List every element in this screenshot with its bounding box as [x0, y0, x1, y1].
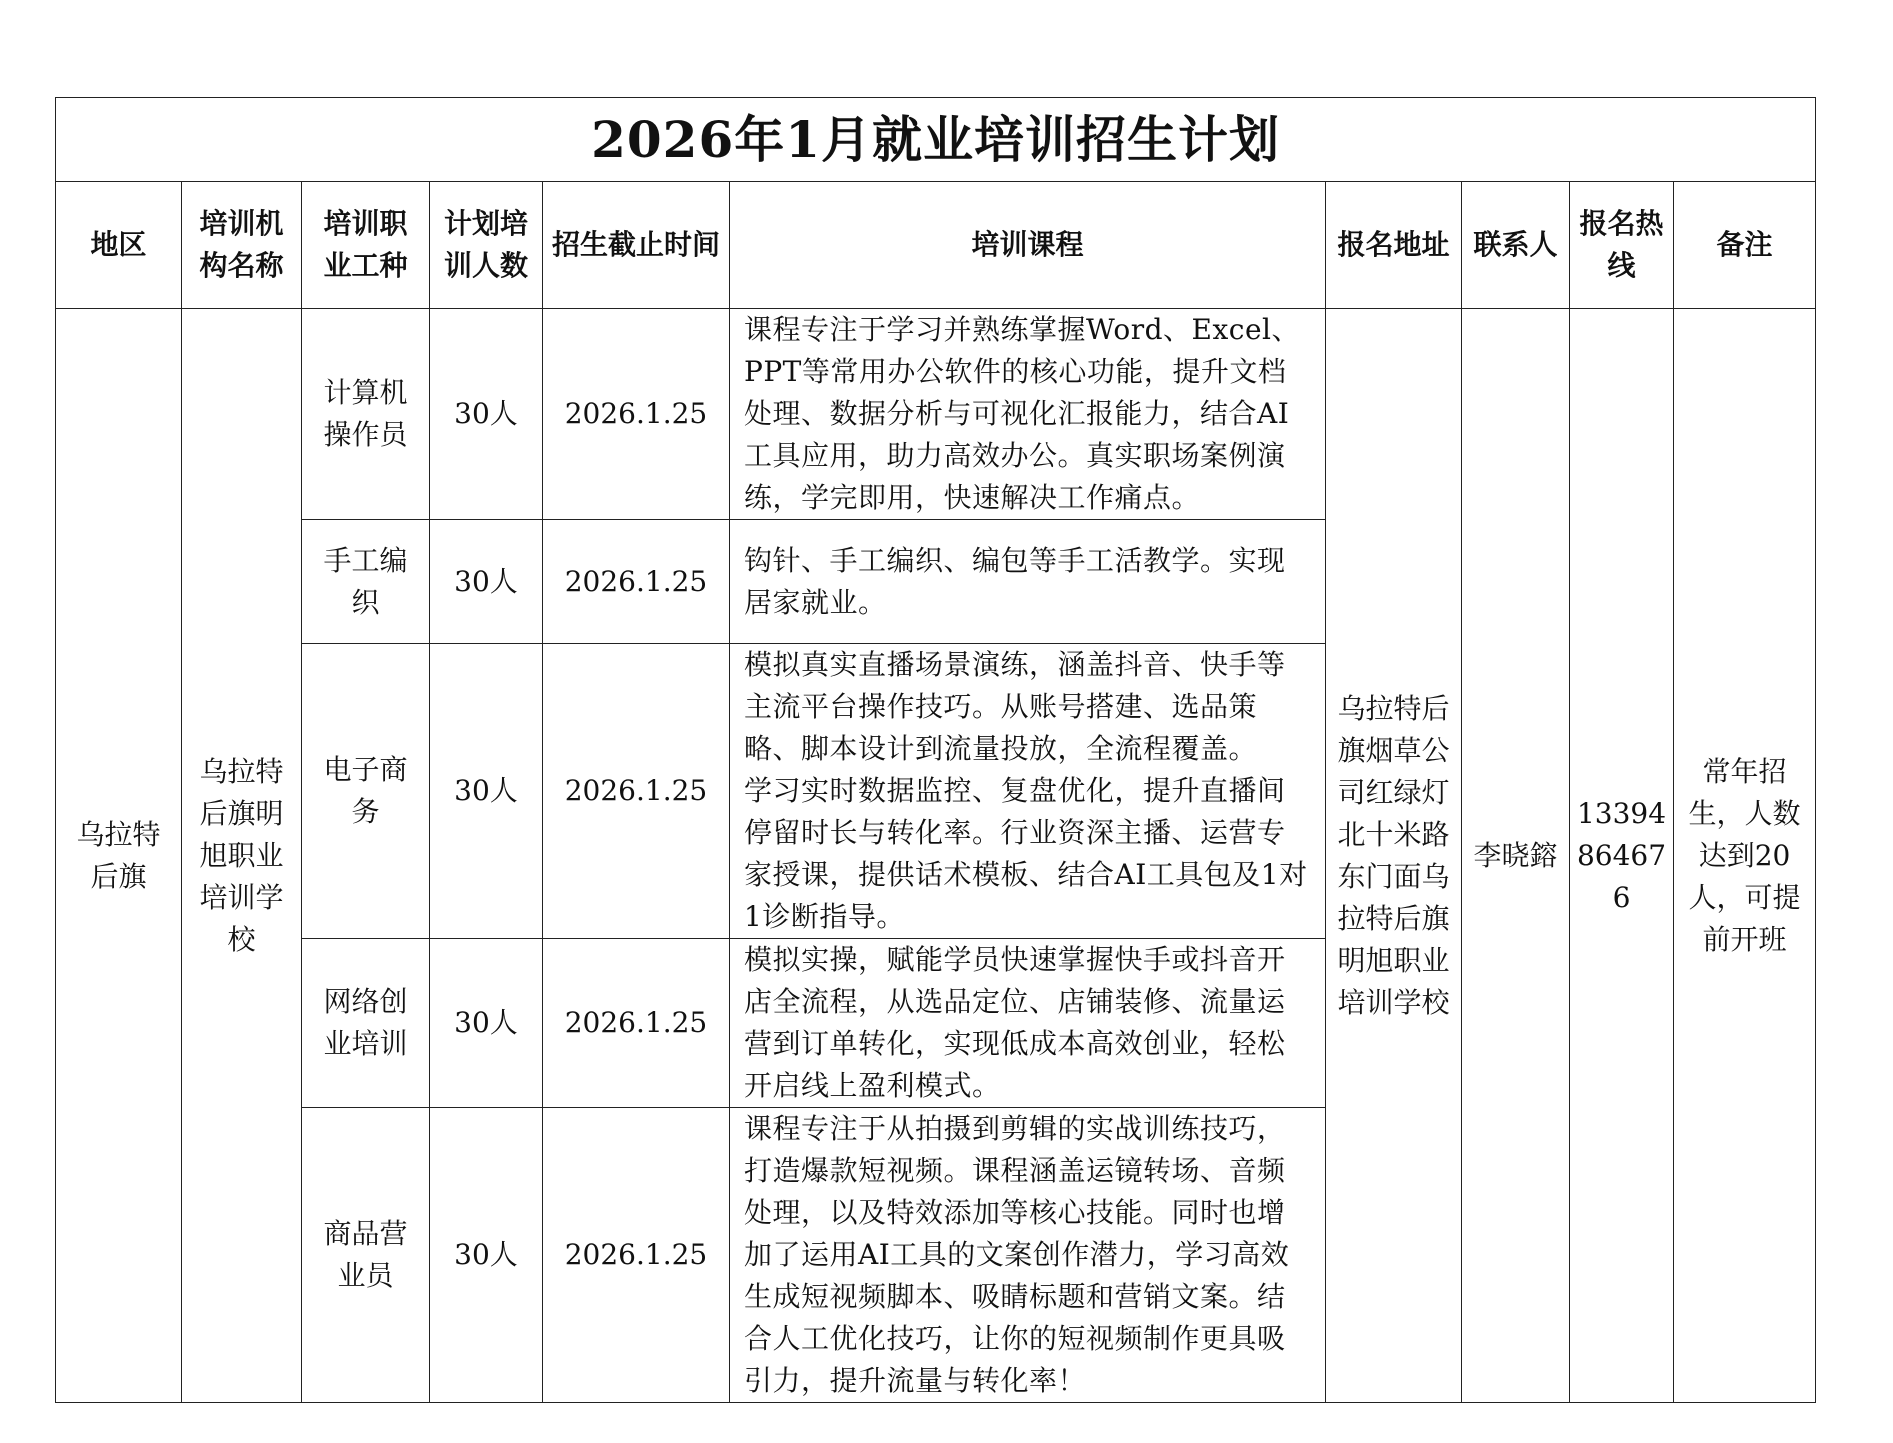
- region-cell: 乌拉特后旗: [56, 309, 182, 1403]
- course-paragraph: 模拟真实直播场景演练，涵盖抖音、快手等主流平台操作技巧。从账号搭建、选品策略、脚本设计到流量投放，全流程覆盖。: [744, 648, 1286, 765]
- occupation-cell: 网络创业培训: [302, 939, 430, 1108]
- planned-count-cell: 30人: [430, 939, 543, 1108]
- course-paragraph-continued: 学习实时数据监控、复盘优化，提升直播间停留时长与转化率。行业资深主播、运营专家授课，提供话术模板、结合AI工具包及1对1诊断指导。: [744, 774, 1308, 933]
- header-deadline: 招生截止时间: [543, 182, 730, 309]
- header-address: 报名地址: [1326, 182, 1462, 309]
- hotline-cell: 133948646​76: [1570, 309, 1674, 1403]
- planned-count-cell: 30人: [430, 309, 543, 520]
- planned-count-cell: 30人: [430, 520, 543, 644]
- course-cell: 钩针、手工编织、编包等手工活教学。实现居家就业。: [730, 520, 1326, 644]
- header-planned-count: 计划培训人数: [430, 182, 543, 309]
- header-occupation: 培训职业工种: [302, 182, 430, 309]
- header-institution: 培训机构名称: [182, 182, 302, 309]
- header-course: 培训课程: [730, 182, 1326, 309]
- occupation-cell: 商品营业员: [302, 1108, 430, 1403]
- contact-cell: 李晓鎔: [1462, 309, 1570, 1403]
- deadline-cell: 2026.1.25: [543, 939, 730, 1108]
- deadline-cell: 2026.1.25: [543, 1108, 730, 1403]
- remarks-cell: 常年招生，人数达到20人，可提前开班: [1674, 309, 1816, 1403]
- deadline-cell: 2026.1.25: [543, 309, 730, 520]
- planned-count-cell: 30人: [430, 644, 543, 939]
- table-header-row: [56, 182, 1816, 309]
- occupation-cell: 电子商务: [302, 644, 430, 939]
- occupation-cell: 手工编织: [302, 520, 430, 644]
- header-hotline: 报名热线: [1570, 182, 1674, 309]
- course-cell: [730, 644, 1326, 939]
- deadline-cell: 2026.1.25: [543, 644, 730, 939]
- recruitment-plan-table: [55, 97, 1816, 1403]
- deadline-cell: 2026.1.25: [543, 520, 730, 644]
- course-cell: 课程专注于学习并熟练掌握Word、Excel、PPT等常用办公软件的核心功能，提升文档处理、数据分析与可视化汇报能力，结合AI工具应用，助力高效办公。真实职场案例演练，学完即用，快速解决工作痛点。: [730, 309, 1326, 520]
- planned-count-cell: 30人: [430, 1108, 543, 1403]
- page-title: 2026年1月就业培训招生计划: [56, 98, 1816, 182]
- header-remarks: 备注: [1674, 182, 1816, 309]
- table-row: [56, 309, 1816, 520]
- occupation-cell: 计算机操作员: [302, 309, 430, 520]
- course-cell: 模拟实操，赋能学员快速掌握快手或抖音开店全流程，从选品定位、店铺装修、流量运营到订单转化，实现低成本高效创业，轻松开启线上盈利模式。: [730, 939, 1326, 1108]
- address-cell: 乌拉特后旗烟草公司红绿灯北十米路东门面乌拉特后旗明旭职业培训学校: [1326, 309, 1462, 1403]
- course-cell: 课程专注于从拍摄到剪辑的实战训练技巧，打造爆款短视频。课程涵盖运镜转场、音频处理，以及特效添加等核心技能。同时也增加了运用AI工具的文案创作潜力，学习高效生成短视频脚本、吸睛标题和营销文案。结合人工优化技巧，让你的短视频制作更具吸引力，提升流量与转化率！: [730, 1108, 1326, 1403]
- header-region: 地区: [56, 182, 182, 309]
- header-contact: 联系人: [1462, 182, 1570, 309]
- institution-cell: 乌拉特后旗明旭职业培训学校: [182, 309, 302, 1403]
